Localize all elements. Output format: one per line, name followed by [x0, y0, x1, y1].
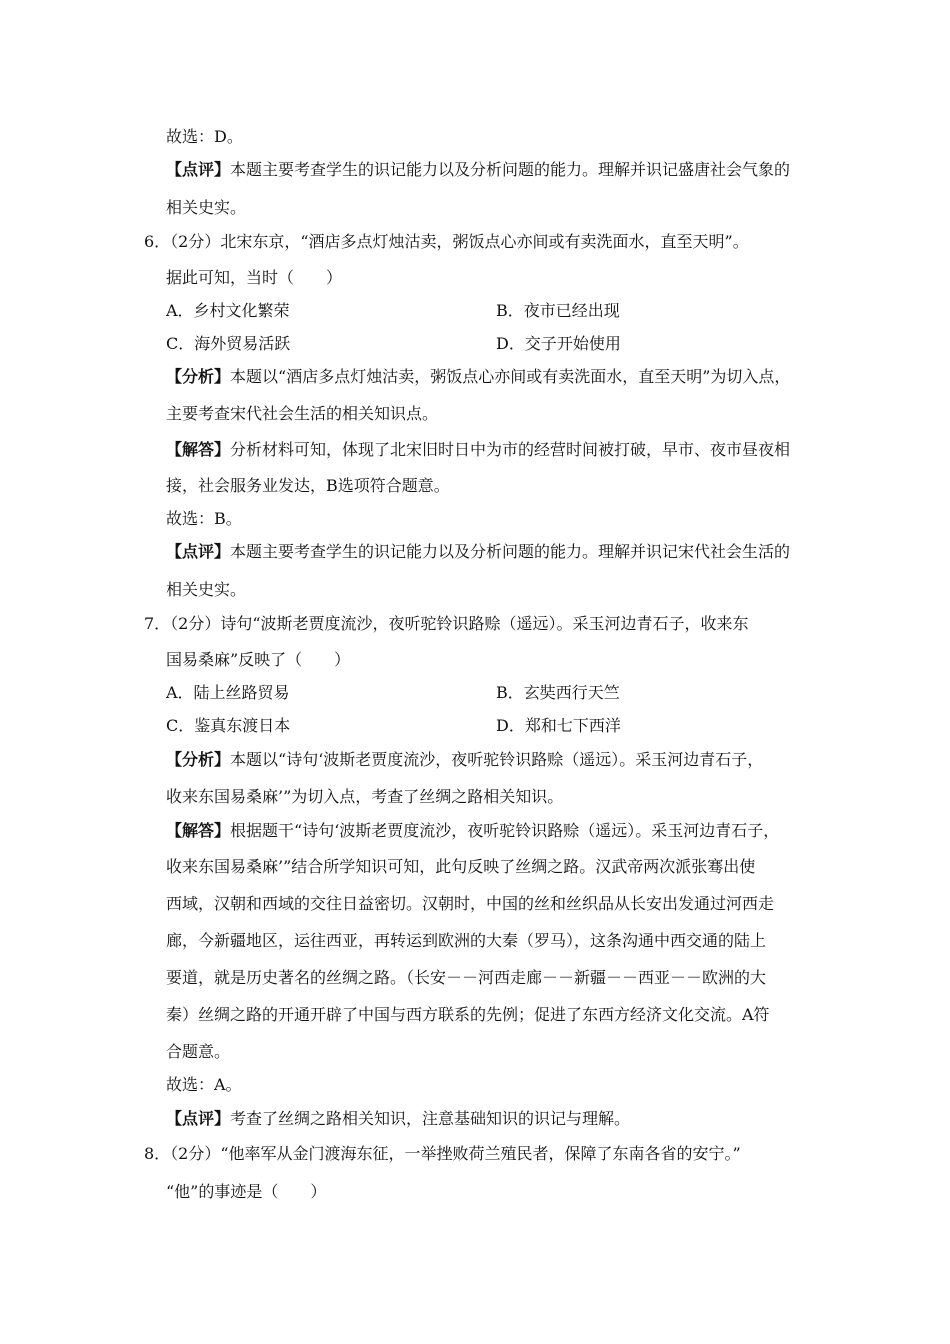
comment-line: 相关史实。 [166, 198, 247, 217]
question-6-option-a: A．乡村文化繁荣 [166, 301, 290, 320]
analysis-line [166, 366, 790, 388]
comment-tag: 【点评】 [166, 1109, 231, 1128]
question-6-option-b: B．夜市已经出现 [496, 301, 620, 320]
comment-text: 考查了丝绸之路相关知识，注意基础知识的识记与理解。 [230, 1109, 631, 1128]
analysis-tag: 【分析】 [166, 367, 231, 386]
question-7-option-d: D．郑和七下西洋 [496, 716, 621, 735]
solution-line: 收来东国易桑麻’”结合所学知识可知，此句反映了丝绸之路。汉武帝两次派张骞出使 [166, 857, 756, 876]
solution-line: 廊，今新疆地区，运往西亚，再转运到欧洲的大秦（罗马），这条沟通中西交通的陆上 [166, 931, 767, 950]
answer-line: 故选：A。 [166, 1075, 242, 1094]
solution-line: 合题意。 [166, 1042, 231, 1061]
analysis-tag: 【分析】 [166, 750, 231, 769]
comment-line [166, 1108, 630, 1130]
comment-text: 本题主要考查学生的识记能力以及分析问题的能力。理解并识记盛唐社会气象的 [230, 160, 791, 179]
analysis-line: 主要考查宋代社会生活的相关知识点。 [166, 404, 439, 423]
analysis-text: 本题以“酒店多点灯烛沽卖，粥饭点心亦间或有卖洗面水，直至天明”为切入点， [230, 367, 791, 386]
solution-line [166, 439, 790, 461]
question-7-stem: 国易桑麻”反映了（ ） [166, 650, 351, 669]
solution-tag: 【解答】 [166, 440, 231, 459]
solution-line: 接，社会服务业发达，B选项符合题意。 [166, 476, 450, 495]
comment-tag: 【点评】 [166, 542, 231, 561]
comment-line [166, 541, 790, 563]
answer-line: 故选：B。 [166, 509, 242, 528]
question-7-option-b: B．玄奘西行天竺 [496, 683, 620, 702]
comment-tag: 【点评】 [166, 160, 231, 179]
question-6-option-c: C．海外贸易活跃 [166, 334, 291, 353]
solution-line: 秦）丝绸之路的开通开辟了中国与西方联系的先例；促进了东西方经济文化交流。A符 [166, 1005, 770, 1024]
analysis-line [166, 749, 763, 771]
question-6-stem: 据此可知，当时（ ） [166, 268, 343, 287]
question-7-stem: 7．（2分）诗句“波斯老贾度流沙，夜听驼铃识路赊（遥远）。采玉河边青石子，收来东 [144, 614, 749, 633]
solution-line: 要道，就是历史著名的丝绸之路。（长安－－河西走廊－－新疆－－西亚－－欧洲的大 [166, 968, 767, 987]
question-8-stem: 8．（2分）“他率军从金门渡海东征，一举挫败荷兰殖民者，保障了东南各省的安宁。” [144, 1144, 741, 1163]
solution-line: 西域，汉朝和西域的交往日益密切。汉朝时，中国的丝和丝织品从长安出发通过河西走 [166, 894, 775, 913]
solution-text: 根据题干“诗句‘波斯老贾度流沙，夜听驼铃识路赊（遥远）。采玉河边青石子， [230, 821, 780, 840]
question-7-option-a: A．陆上丝路贸易 [166, 683, 290, 702]
comment-line [166, 159, 790, 181]
solution-tag: 【解答】 [166, 821, 231, 840]
comment-text: 本题主要考查学生的识记能力以及分析问题的能力。理解并识记宋代社会生活的 [230, 542, 791, 561]
question-7-option-c: C．鉴真东渡日本 [166, 716, 291, 735]
analysis-text: 本题以“诗句‘波斯老贾度流沙，夜听驼铃识路赊（遥远）。采玉河边青石子， [230, 750, 764, 769]
question-6-stem: 6．（2分）北宋东京，“酒店多点灯烛沽卖，粥饭点心亦间或有卖洗面水，直至天明”。 [144, 232, 749, 251]
solution-text: 分析材料可知，体现了北宋旧时日中为市的经营时间被打破，早市、夜市昼夜相 [230, 440, 791, 459]
question-8-stem: “他”的事迹是（ ） [166, 1182, 327, 1201]
comment-line: 相关史实。 [166, 580, 247, 599]
answer-line: 故选：D。 [166, 127, 243, 146]
question-6-option-d: D．交子开始使用 [496, 334, 621, 353]
analysis-line: 收来东国易桑麻’”为切入点，考查了丝绸之路相关知识。 [166, 787, 564, 806]
solution-line [166, 820, 779, 842]
